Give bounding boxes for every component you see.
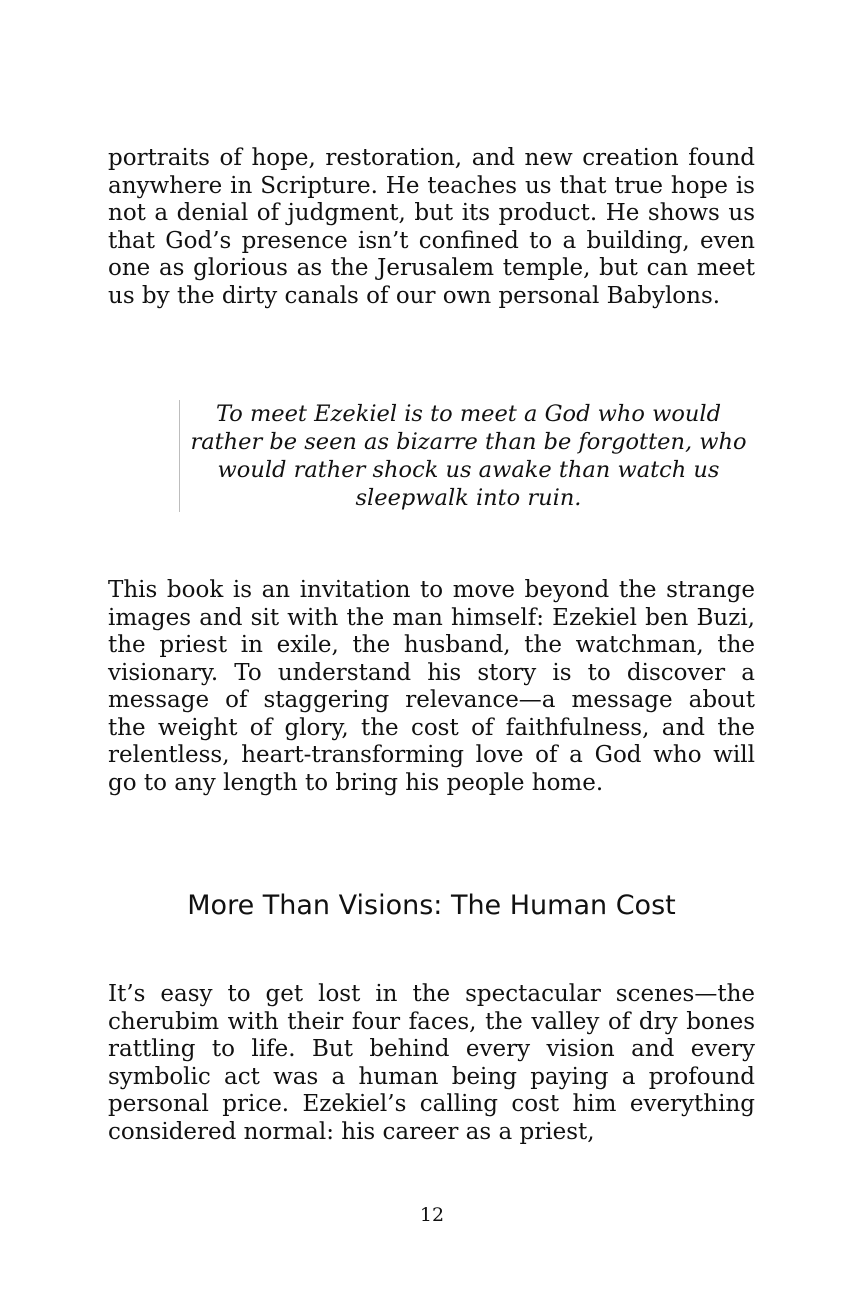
section-heading: More Than Visions: The Human Cost xyxy=(187,890,676,921)
page-number: 12 xyxy=(419,1204,445,1226)
body-paragraph: It’s easy to get lost in the spectacular scenes—the cherubim with their four faces, the valley of dry bones rattling to life. But behind every vision and every symbolic act was a human being paying a profound personal price. Ezekiel’s calling cost him everything considered normal: his career as a priest, xyxy=(108,981,755,1145)
pull-quote xyxy=(179,400,755,512)
pull-quote-text: To meet Ezekiel is to meet a God who would rather be seen as bizarre than be forgotten, who would rather shock us awake than watch us sleepwalk into ruin. xyxy=(190,401,747,511)
body-paragraph: This book is an invitation to move beyond the strange images and sit with the man himself: Ezekiel ben Buzi, the priest in exile, the husband, the watchman, the visionary. To understand his story is to discover a message of staggering relevance—a message about the weight of glory, the cost of faithfulness, and the relentless, heart-transforming love of a God who will go to any length to bring his people home. xyxy=(108,577,755,796)
body-paragraph: portraits of hope, restoration, and new creation found anywhere in Scripture. He teaches us that true hope is not a denial of judgment, but its product. He shows us that God’s presence isn’t confined to a building, even one as glorious as the Jerusalem temple, but can meet us by the dirty canals of our own personal Babylons. xyxy=(108,145,755,309)
